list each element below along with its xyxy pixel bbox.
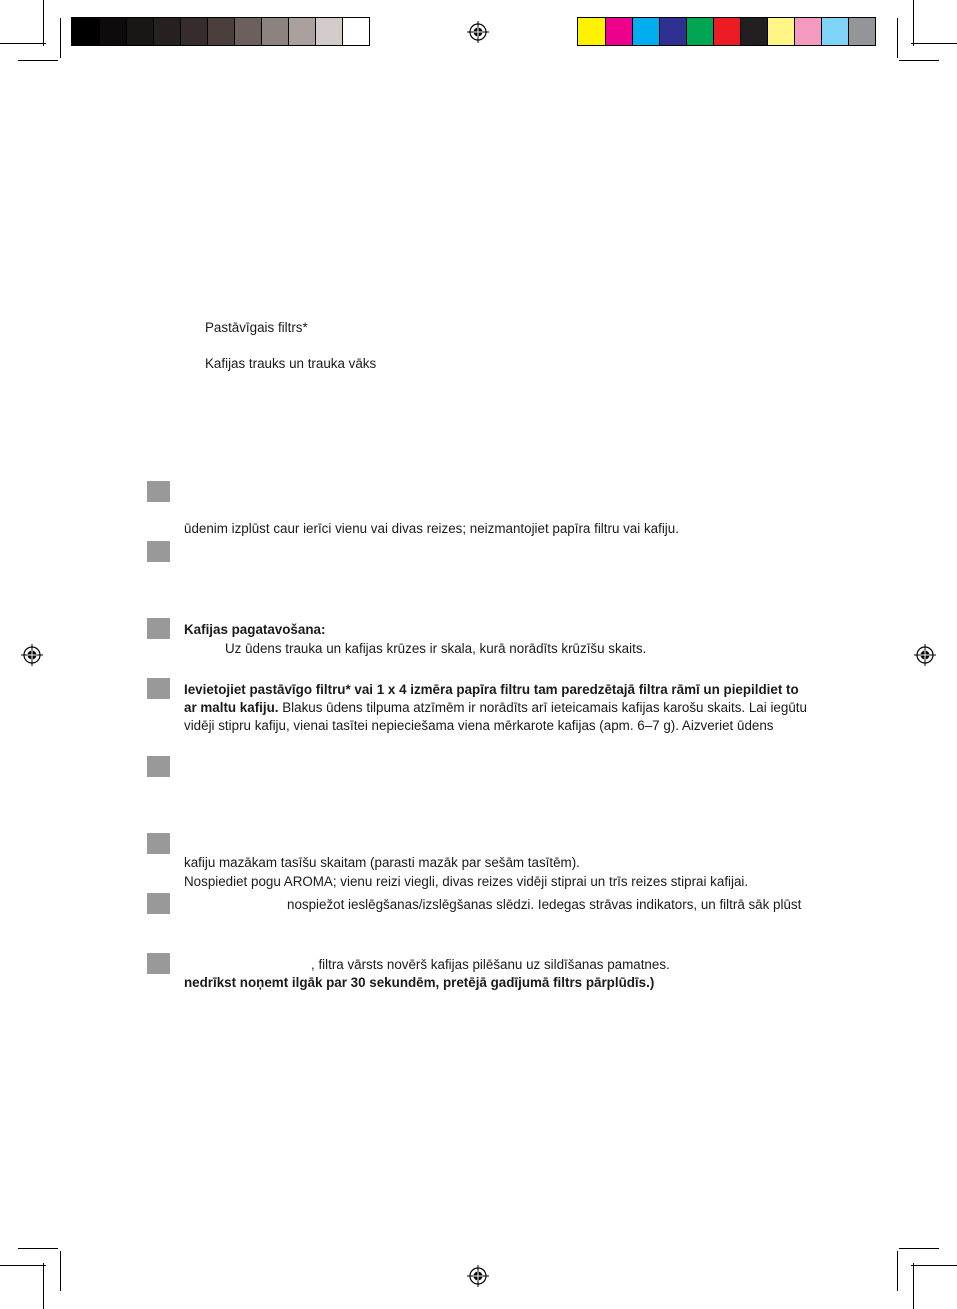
step-8-line-1: , filtra vārsts novērš kafijas pilēšanu uz sildīšanas pamatnes. [311,957,670,972]
part-item-permanent-filter: Pastāvīgais filtrs* [205,320,308,335]
grayscale-swatch-3 [126,18,153,45]
registration-mark-bottom-icon [467,1265,489,1287]
step-4-line-2 [184,699,807,717]
step-3-heading: Kafijas pagatavošana: [184,622,326,637]
crop-mark-tl-v2 [60,18,61,58]
step-4-line-1: Ievietojiet pastāvīgo filtru* vai 1 x 4 izmēra papīra filtru tam paredzētajā filtra rāmī un piepildiet to [184,682,799,697]
crop-mark-br-v2 [897,1251,898,1291]
part-item-coffee-jug: Kafijas trauks un trauka vāks [205,356,377,371]
process-color-swatch-11 [848,18,875,45]
process-color-swatch-2 [605,18,632,45]
step-marker-4 [147,678,170,699]
crop-mark-tr-h [911,43,957,44]
process-color-swatch-1 [578,18,605,45]
step-marker-3 [147,618,170,639]
grayscale-color-bar [71,17,370,46]
crop-mark-br-h2 [899,1248,939,1249]
grayscale-swatch-5 [180,18,207,45]
step-7-line-1: nospiežot ieslēgšanas/izslēgšanas slēdzi. Iedegas strāvas indikators, un filtrā sāk plūst [287,897,802,912]
step-4-line-2-bold: ar maltu kafiju. [184,700,279,715]
step-6-line-3: Nospiediet pogu AROMA; vienu reizi viegli, divas reizes vidēji stiprai un trīs reizes stiprai kafijai. [184,874,749,889]
process-color-swatch-5 [686,18,713,45]
crop-mark-tr-v2 [897,18,898,58]
crop-mark-tl-v [43,0,44,46]
step-marker-2 [147,541,170,562]
grayscale-swatch-11 [342,18,369,45]
grayscale-swatch-2 [99,18,126,45]
step-4-line-2-rest: Blakus ūdens tilpuma atzīmēm ir norādīts arī ieteicamais kafijas karošu skaits. Lai iegūtu [278,700,807,715]
grayscale-swatch-4 [153,18,180,45]
registration-mark-right-icon [914,644,936,666]
step-6-line-2: kafiju mazākam tasīšu skaitam (parasti mazāk par sešām tasītēm). [184,855,580,870]
grayscale-swatch-8 [261,18,288,45]
step-1-text: ūdenim izplūst caur ierīci vienu vai divas reizes; neizmantojiet papīra filtru vai kafiju. [184,521,679,536]
step-marker-5 [147,756,170,777]
registration-mark-top-icon [467,21,489,43]
crop-mark-bl-h2 [18,1248,58,1249]
step-4-line-3: vidēji stipru kafiju, vienai tasītei nepieciešama viena mērkarote kafijas (apm. 6–7 g). Aizveriet ūdens [184,718,774,733]
process-color-swatch-9 [794,18,821,45]
process-color-bar [577,17,876,46]
step-marker-8 [147,953,170,974]
grayscale-swatch-1 [72,18,99,45]
process-color-swatch-7 [740,18,767,45]
crop-mark-bl-v [43,1263,44,1309]
registration-mark-left-icon [21,644,43,666]
grayscale-swatch-10 [315,18,342,45]
step-marker-6 [147,833,170,854]
crop-mark-tl-h2 [18,60,58,61]
process-color-swatch-8 [767,18,794,45]
crop-mark-br-v [913,1263,914,1309]
grayscale-swatch-9 [288,18,315,45]
grayscale-swatch-7 [234,18,261,45]
process-color-swatch-6 [713,18,740,45]
step-marker-7 [147,893,170,914]
crop-mark-tl-h [0,43,46,44]
crop-mark-tr-v [913,0,914,46]
step-marker-1 [147,481,170,502]
step-8-line-2: nedrīkst noņemt ilgāk par 30 sekundēm, pretējā gadījumā filtrs pārplūdīs.) [184,975,655,990]
crop-mark-tr-h2 [899,60,939,61]
crop-mark-bl-v2 [60,1251,61,1291]
grayscale-swatch-6 [207,18,234,45]
step-3-text: Uz ūdens trauka un kafijas krūzes ir skala, kurā norādīts krūzīšu skaits. [225,641,647,656]
process-color-swatch-4 [659,18,686,45]
crop-mark-br-h [911,1265,957,1266]
crop-mark-bl-h [0,1265,46,1266]
process-color-swatch-10 [821,18,848,45]
process-color-swatch-3 [632,18,659,45]
